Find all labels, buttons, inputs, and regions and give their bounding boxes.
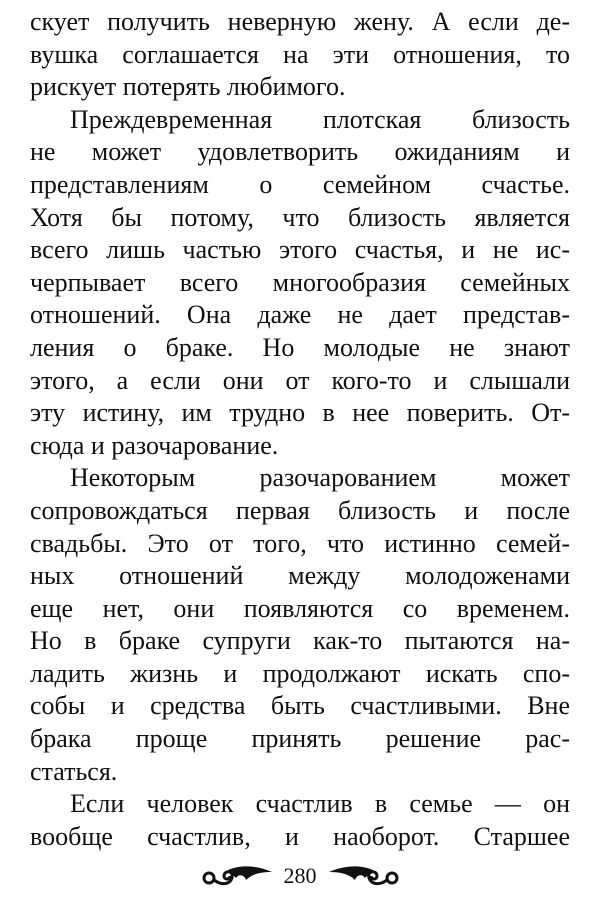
text-line: собы и средства быть счастливыми. Вне [30, 691, 570, 721]
text-line: эту истину, им трудно в нее поверить. От- [30, 398, 570, 428]
text-line: ления о браке. Но молодые не знают [30, 332, 570, 362]
text-line: представлениям о семейном счастье. [30, 169, 570, 199]
text-line: вообще счастлив, и наоборот. Старшее [30, 821, 570, 851]
text-line: черпывает всего многообразия семейных [30, 267, 570, 297]
text-line: всего лишь частью этого счастья, и не ис- [30, 235, 570, 265]
text-line: вушка соглашается на эти отношения, то [30, 39, 570, 69]
text-line: еще нет, они появляются со временем. [30, 593, 570, 623]
text-line: отношений. Она даже не дает представ- [30, 300, 570, 330]
right-ornament-icon [327, 864, 399, 888]
text-line: сюда и разочарование. [30, 430, 279, 460]
text-line: Хотя бы потому, что близость является [30, 202, 570, 232]
paragraph [30, 462, 570, 788]
paragraph [30, 6, 570, 104]
text-line: Некоторым разочарованием может [70, 463, 570, 493]
text-line: сопровождаться первая близость и после [30, 495, 570, 525]
text-line: Преждевременная плотская близость [70, 104, 570, 134]
paragraph [30, 788, 570, 853]
page-body [30, 6, 570, 853]
text-line: ных отношений между молодоженами [30, 561, 570, 591]
text-line: брака проще принять решение рас- [30, 724, 570, 754]
text-line: статься. [30, 756, 118, 786]
text-line: свадьбы. Это от того, что истинно семей- [30, 528, 570, 558]
left-ornament-icon [202, 864, 274, 888]
page-number: 280 [283, 863, 317, 888]
text-line: Если человек счастлив в семье — он [70, 789, 570, 819]
text-line: рискует потерять любимого. [30, 72, 346, 102]
paragraph [30, 104, 570, 463]
text-line: этого, а если они от кого-то и слышали [30, 365, 570, 395]
page-footer [0, 856, 600, 896]
text-line: не может удовлетворить ожиданиям и [30, 137, 570, 167]
text-line: Но в браке супруги как-то пытаются на- [30, 626, 570, 656]
text-line: скует получить неверную жену. А если де- [30, 7, 570, 36]
text-line: ладить жизнь и продолжают искать спо- [30, 658, 570, 688]
